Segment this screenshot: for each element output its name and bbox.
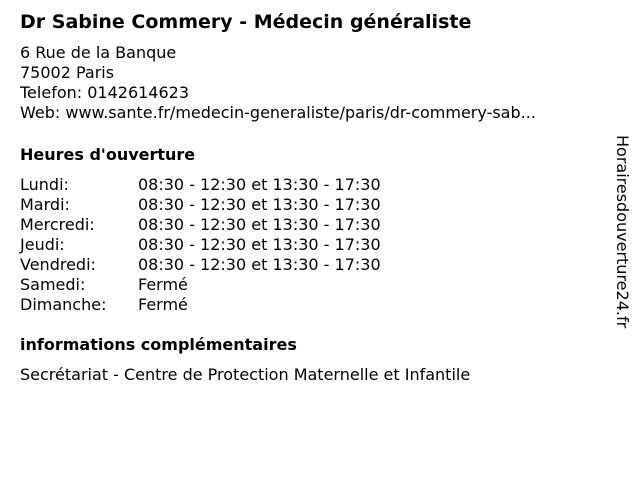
hours-day-label: Lundi:	[20, 175, 69, 194]
watermark-text: Horairesdouverture24.fr	[613, 135, 632, 329]
street-address: 6 Rue de la Banque	[20, 43, 177, 62]
hours-day-label: Dimanche:	[20, 295, 107, 314]
phone-number: Telefon: 0142614623	[20, 83, 190, 102]
city-postcode: 75002 Paris	[20, 63, 115, 82]
hours-time-value: 08:30 - 12:30 et 13:30 - 17:30	[138, 235, 381, 254]
watermark	[608, 135, 638, 345]
hours-time-value: Fermé	[138, 295, 188, 314]
website-link[interactable]: Web: www.sante.fr/medecin-generaliste/paris/dr-commery-sab...	[20, 103, 536, 122]
page-title: Dr Sabine Commery - Médecin généraliste	[20, 11, 472, 33]
hours-day-label: Samedi:	[20, 275, 86, 294]
opening-hours-heading: Heures d'ouverture	[20, 145, 196, 164]
hours-time-value: 08:30 - 12:30 et 13:30 - 17:30	[138, 195, 381, 214]
hours-time-value: Fermé	[138, 275, 188, 294]
hours-day-label: Mercredi:	[20, 215, 95, 234]
hours-day-label: Mardi:	[20, 195, 70, 214]
address-block	[20, 43, 536, 123]
additional-info-heading: informations complémentaires	[20, 335, 297, 354]
hours-day-label: Jeudi:	[20, 235, 65, 254]
hours-time-value: 08:30 - 12:30 et 13:30 - 17:30	[138, 255, 381, 274]
additional-info-text: Secrétariat - Centre de Protection Maternelle et Infantile	[20, 365, 471, 384]
hours-time-value: 08:30 - 12:30 et 13:30 - 17:30	[138, 175, 381, 194]
hours-day-label: Vendredi:	[20, 255, 96, 274]
hours-time-value: 08:30 - 12:30 et 13:30 - 17:30	[138, 215, 381, 234]
